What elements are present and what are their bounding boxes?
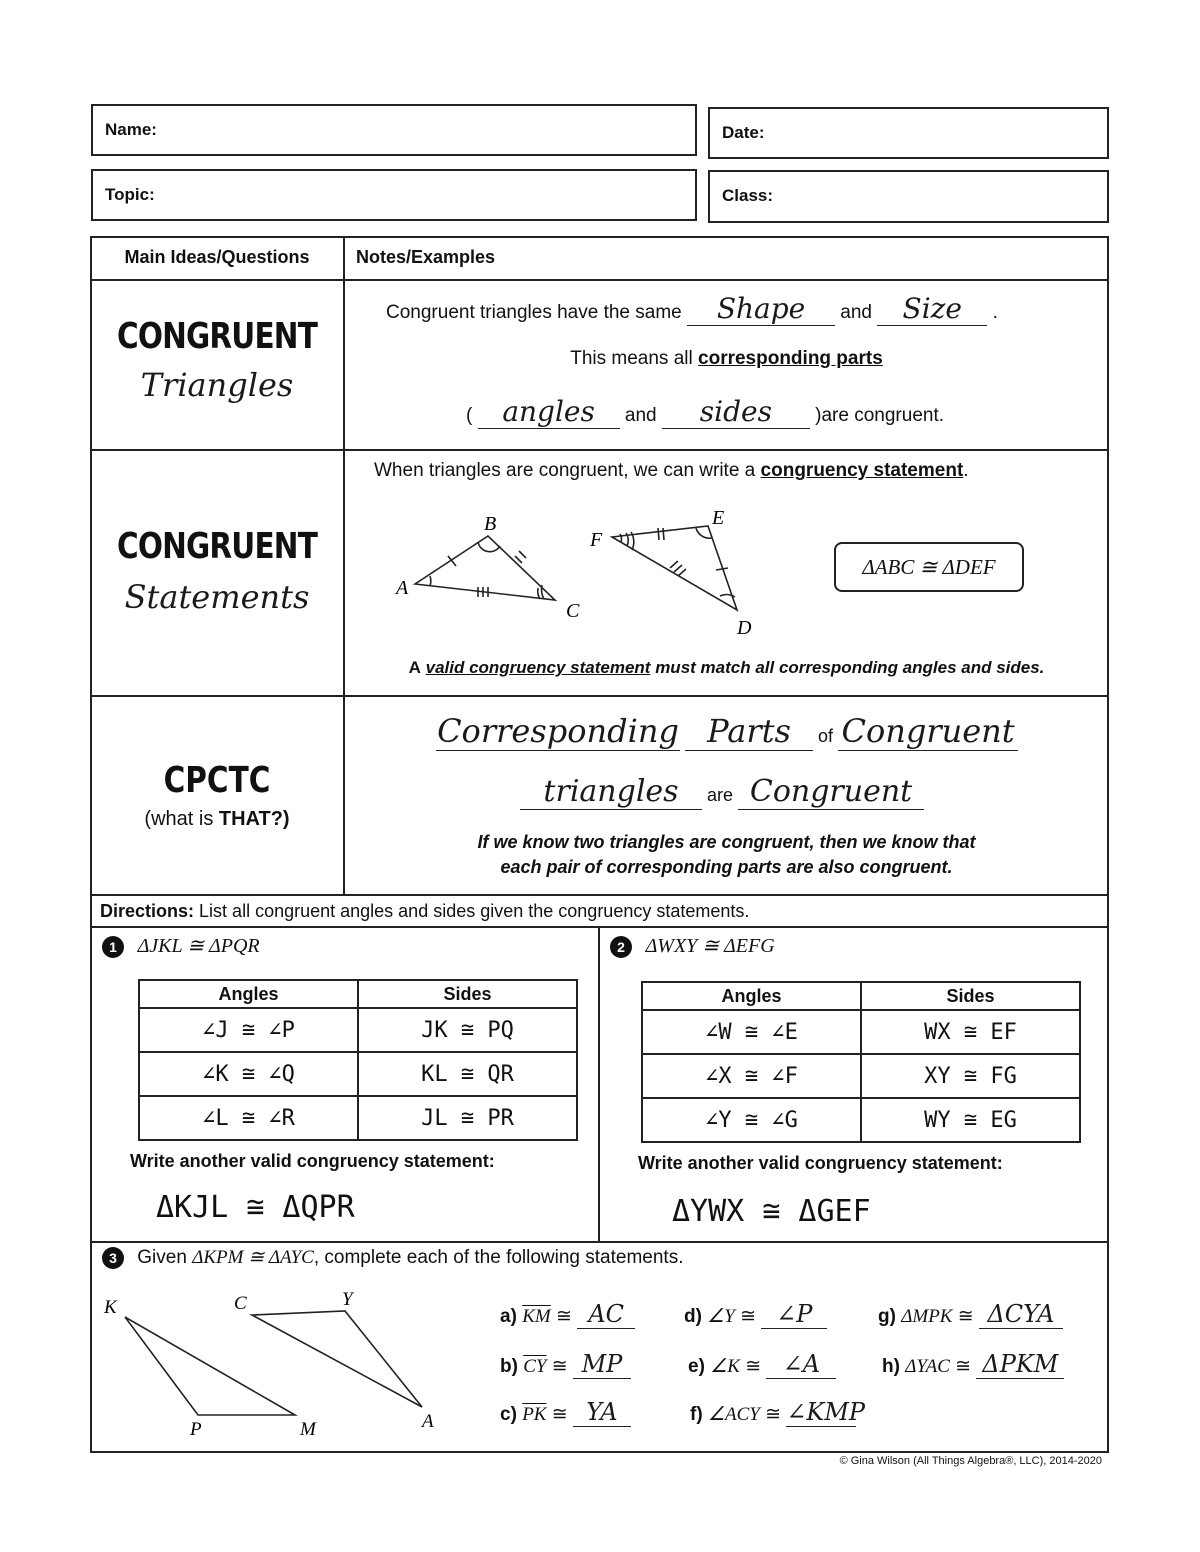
blank-size: Size [877, 292, 987, 326]
topic-field[interactable] [91, 169, 697, 221]
blank-congruent1: Congruent [838, 712, 1018, 751]
label-y: Y [342, 1289, 353, 1310]
line1-text: Congruent triangles have the same [386, 302, 682, 323]
label-k: K [104, 1297, 117, 1318]
p1-side-1[interactable]: JK ≅ PQ [358, 1008, 577, 1052]
p3-item-a [500, 1300, 635, 1329]
divider-h2 [91, 449, 1108, 451]
problem1-statement: ΔJKL ≅ ΔPQR [137, 935, 260, 957]
problem2-statement: ΔWXY ≅ ΔEFG [645, 935, 775, 957]
column-divider [343, 237, 345, 895]
triangle-kpm [125, 1317, 295, 1415]
p2-angle-2[interactable]: ∠X ≅ ∠F [642, 1054, 861, 1098]
label-b: B [484, 513, 497, 535]
problem3-statement: ΔKPM ≅ ΔAYC [192, 1247, 314, 1268]
label-a: A [396, 577, 409, 599]
item-answer[interactable]: MP [573, 1350, 631, 1379]
item-answer[interactable]: ∠P [761, 1300, 827, 1329]
p3-item-b [500, 1350, 631, 1379]
p1-side-3[interactable]: JL ≅ PR [358, 1096, 577, 1140]
problem3-number: 3 [102, 1247, 124, 1269]
section2-intro [374, 460, 969, 482]
line1-and: and [840, 302, 872, 323]
cpctc-line2 [520, 774, 924, 810]
item-letter: g) [878, 1306, 896, 1327]
directions [100, 901, 749, 922]
line1-end: . [992, 302, 998, 323]
triangles-kpm-ayc-diagram [100, 1285, 450, 1445]
item-lhs: ∠ACY [707, 1404, 760, 1425]
problem2-table [641, 981, 1081, 1143]
class-label: Class: [722, 186, 774, 205]
label-d: D [737, 617, 752, 639]
section2-subtitle: Statements [124, 578, 310, 616]
table-row [642, 1010, 1080, 1054]
label-m: M [300, 1419, 316, 1440]
cpctc-are: are [707, 785, 734, 805]
date-label: Date: [722, 123, 765, 142]
item-letter: c) [500, 1404, 517, 1425]
section3-title: CPCTC [163, 760, 271, 801]
section1-line2 [345, 348, 1108, 370]
intro-text: When triangles are congruent, we can write a [374, 460, 756, 481]
blank-triangles: triangles [520, 774, 702, 810]
item-rel: ≅ [555, 1306, 572, 1327]
cpctc-line1 [436, 712, 1018, 751]
problem3-given-post: , complete each of the following statements. [313, 1247, 684, 1268]
line2-text: This means all [570, 348, 693, 369]
problem3-given: Given [137, 1247, 187, 1268]
problem2-prompt: Write another valid congruency statement: [638, 1153, 1003, 1173]
congruency-statement: ΔABC ≅ ΔDEF [862, 555, 996, 579]
item-rel: ≅ [955, 1356, 972, 1377]
note-end: must match all corresponding angles and sides. [655, 658, 1045, 677]
col-header-left: Main Ideas/Questions [124, 247, 310, 267]
line3-open: ( [466, 405, 473, 426]
blank-parts: Parts [685, 712, 813, 751]
blank-sides: sides [662, 395, 810, 429]
p2-side-3[interactable]: WY ≅ EG [861, 1098, 1080, 1142]
item-letter: a) [500, 1306, 517, 1327]
table-row [642, 1098, 1080, 1142]
note-pre: A [408, 658, 421, 677]
p2-side-2[interactable]: XY ≅ FG [861, 1054, 1080, 1098]
blank-congruent2: Congruent [738, 774, 924, 810]
blank-shape: Shape [687, 292, 835, 326]
p1-col-sides: Sides [358, 980, 577, 1008]
cpctc-explain-2: each pair of corresponding parts are also congruent. [500, 857, 953, 877]
p3-item-c [500, 1398, 631, 1427]
p1-col-angles: Angles [139, 980, 358, 1008]
label-c2: C [234, 1293, 247, 1314]
item-lhs: ∠Y [707, 1306, 735, 1327]
section3-subtitle-bold: THAT?) [218, 808, 290, 830]
item-answer[interactable]: YA [573, 1398, 631, 1427]
divider-h1 [91, 279, 1108, 281]
cpctc-explain [345, 830, 1108, 880]
section1-line1 [386, 292, 998, 326]
item-letter: d) [684, 1306, 702, 1327]
section1-line3 [466, 395, 944, 429]
p1-angle-3[interactable]: ∠L ≅ ∠R [139, 1096, 358, 1140]
item-rel: ≅ [745, 1356, 762, 1377]
p2-angle-3[interactable]: ∠Y ≅ ∠G [642, 1098, 861, 1142]
item-answer[interactable]: AC [577, 1300, 635, 1329]
blank-angles: angles [478, 395, 620, 429]
item-letter: b) [500, 1356, 518, 1377]
item-rel: ≅ [765, 1404, 782, 1425]
cpctc-explain-1: If we know two triangles are congruent, then we know that [477, 832, 976, 852]
item-answer[interactable]: ΔPKM [976, 1350, 1064, 1379]
problem1-table [138, 979, 578, 1141]
p1-side-2[interactable]: KL ≅ QR [358, 1052, 577, 1096]
label-p: P [190, 1419, 202, 1440]
item-rel: ≅ [551, 1404, 568, 1425]
item-lhs: $\overline{KM}$ [522, 1306, 551, 1327]
section3-subtitle [91, 808, 343, 831]
item-lhs: ∠K [710, 1356, 740, 1377]
table-row [139, 1052, 577, 1096]
p2-side-1[interactable]: WX ≅ EF [861, 1010, 1080, 1054]
problem2-header [610, 933, 775, 958]
p3-item-f [690, 1398, 866, 1427]
item-rel: ≅ [740, 1306, 757, 1327]
directions-label: Directions: [100, 901, 195, 921]
col-header-right: Notes/Examples [356, 247, 496, 267]
p3-item-h [882, 1350, 1064, 1379]
section3-subtitle-pre: (what is [144, 808, 214, 830]
p2-angle-1[interactable]: ∠W ≅ ∠E [642, 1010, 861, 1054]
item-answer[interactable]: ∠A [766, 1350, 836, 1379]
item-lhs: ΔMPK [901, 1306, 953, 1327]
triangle-abc [415, 536, 555, 600]
section1-subtitle: Triangles [140, 366, 294, 404]
line2-link: corresponding parts [698, 348, 883, 369]
topic-label: Topic: [105, 185, 155, 204]
item-lhs: $\overline{PK}$ [522, 1404, 547, 1425]
problem1-number: 1 [102, 936, 124, 958]
line3-and: and [624, 405, 657, 426]
item-lhs: ΔYAC [905, 1356, 950, 1377]
item-letter: f) [690, 1404, 703, 1425]
p3-item-d [684, 1300, 827, 1329]
class-field[interactable] [708, 170, 1109, 223]
item-answer[interactable]: ΔCYA [979, 1300, 1063, 1329]
label-a2: A [422, 1411, 434, 1432]
table-row [139, 1008, 577, 1052]
triangles-abc-def-diagram [380, 500, 780, 645]
problem1-answer[interactable]: ΔKJL ≅ ΔQPR [156, 1190, 355, 1225]
section2-note [345, 658, 1108, 678]
p1-angle-2[interactable]: ∠K ≅ ∠Q [139, 1052, 358, 1096]
label-e: E [712, 507, 725, 529]
triangle-ayc [252, 1311, 422, 1407]
triangle-def [612, 526, 737, 610]
copyright: © Gina Wilson (All Things Algebra®, LLC), 2014-2020 [839, 1455, 1102, 1467]
p2-col-angles: Angles [642, 982, 861, 1010]
problem2-answer[interactable]: ΔYWX ≅ ΔGEF [672, 1194, 871, 1229]
table-row [139, 1096, 577, 1140]
section2-title: CONGRUENT [116, 526, 318, 567]
item-rel: ≅ [551, 1356, 568, 1377]
problem1-prompt: Write another valid congruency statement: [130, 1151, 495, 1171]
line3-end: )are congruent. [815, 405, 945, 426]
name-field[interactable] [91, 104, 697, 156]
problem1-header [102, 933, 260, 958]
date-field[interactable] [708, 107, 1109, 159]
problem-divider [598, 927, 600, 1242]
p3-item-g [878, 1300, 1063, 1329]
item-rel: ≅ [957, 1306, 974, 1327]
intro-end: . [963, 460, 969, 481]
section1-title: CONGRUENT [116, 316, 318, 357]
item-letter: h) [882, 1356, 900, 1377]
p1-angle-1[interactable]: ∠J ≅ ∠P [139, 1008, 358, 1052]
label-f: F [590, 529, 603, 551]
blank-corresponding: Corresponding [437, 712, 679, 750]
directions-text: List all congruent angles and sides given the congruency statements. [199, 901, 750, 921]
p3-item-e [688, 1350, 836, 1379]
problem3-header [102, 1246, 684, 1269]
note-link: valid congruency statement [425, 658, 651, 677]
name-label: Name: [105, 120, 157, 139]
divider-h4 [91, 894, 1108, 896]
table-row [642, 1054, 1080, 1098]
p2-col-sides: Sides [861, 982, 1080, 1010]
item-letter: e) [688, 1356, 705, 1377]
item-answer[interactable]: ∠KMP [786, 1398, 866, 1426]
congruency-statement-box [834, 542, 1024, 592]
divider-h3 [91, 695, 1108, 697]
cpctc-of: of [818, 726, 834, 746]
item-lhs: $\overline{CY}$ [523, 1356, 547, 1377]
intro-link: congruency statement [760, 460, 964, 481]
problem2-number: 2 [610, 936, 632, 958]
label-c: C [566, 600, 580, 622]
